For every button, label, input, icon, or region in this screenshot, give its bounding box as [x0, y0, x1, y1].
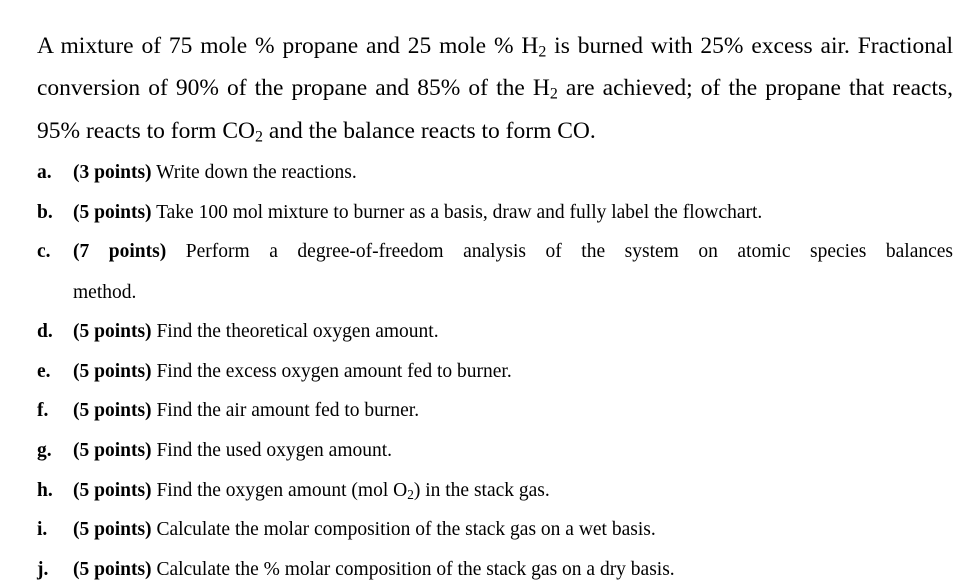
- item-points: (5 points): [73, 440, 152, 461]
- item-points: (5 points): [73, 480, 152, 501]
- item-text: Perform a degree-of-freedom analysis of the system on atomic species balances: [166, 241, 954, 262]
- item-points: (5 points): [73, 559, 152, 580]
- item-points: (5 points): [73, 202, 152, 223]
- item-points: (7 points): [73, 241, 167, 262]
- subscript: 2: [538, 43, 547, 61]
- item-body: [73, 360, 953, 384]
- item-letter: b.: [37, 202, 53, 223]
- item-points: (5 points): [73, 361, 152, 382]
- item-points: (3 points): [73, 162, 152, 183]
- item-text: Find the theoretical oxygen amount.: [151, 321, 439, 342]
- item-body: [73, 558, 953, 582]
- intro-text: 95% reacts to form CO: [37, 118, 255, 144]
- item-points: (5 points): [73, 321, 152, 342]
- item-letter: c.: [37, 241, 51, 262]
- item-letter: i.: [37, 519, 48, 540]
- intro-text: is burned with 25% excess air. Fractional: [546, 33, 953, 59]
- item-body: [73, 518, 953, 542]
- item-letter: a.: [37, 162, 52, 183]
- item-body: [73, 161, 953, 185]
- item-body: [73, 439, 953, 463]
- intro-text: and the balance reacts to form CO.: [262, 118, 596, 144]
- subscript: 2: [549, 85, 558, 103]
- item-body: [73, 240, 953, 264]
- item-text: Take 100 mol mixture to burner as a basis, draw and fully label the flowchart.: [151, 202, 763, 223]
- item-body: [73, 320, 953, 344]
- item-text: Calculate the % molar composition of the stack gas on a dry basis.: [151, 559, 675, 580]
- intro-text: are achieved; of the propane that reacts,: [557, 75, 954, 101]
- item-text: Calculate the molar composition of the stack gas on a wet basis.: [151, 519, 656, 540]
- intro-text: conversion of 90% of the propane and 85% of the H: [37, 75, 550, 101]
- item-text: Write down the reactions.: [151, 162, 357, 183]
- item-letter: g.: [37, 440, 52, 461]
- item-body: [73, 201, 953, 225]
- item-continuation: method.: [73, 282, 137, 303]
- item-text: Find the oxygen amount (mol O: [151, 480, 408, 501]
- item-letter: f.: [37, 400, 49, 421]
- item-body: [73, 479, 953, 503]
- item-text: Find the air amount fed to burner.: [151, 400, 420, 421]
- intro-line-1: [37, 32, 953, 60]
- item-points: (5 points): [73, 519, 152, 540]
- item-text: Find the excess oxygen amount fed to burner.: [151, 361, 512, 382]
- item-letter: h.: [37, 480, 53, 501]
- item-letter: e.: [37, 361, 51, 382]
- subscript: 2: [407, 486, 414, 502]
- intro-line-3: [37, 117, 596, 145]
- item-text: ) in the stack gas.: [413, 480, 550, 501]
- item-letter: d.: [37, 321, 53, 342]
- intro-text: A mixture of 75 mole % propane and 25 mole % H: [37, 33, 539, 59]
- item-body: [73, 399, 953, 423]
- item-points: (5 points): [73, 400, 152, 421]
- intro-line-2: [37, 74, 953, 102]
- subscript: 2: [254, 128, 263, 146]
- item-letter: j.: [37, 559, 49, 580]
- item-text: Find the used oxygen amount.: [151, 440, 393, 461]
